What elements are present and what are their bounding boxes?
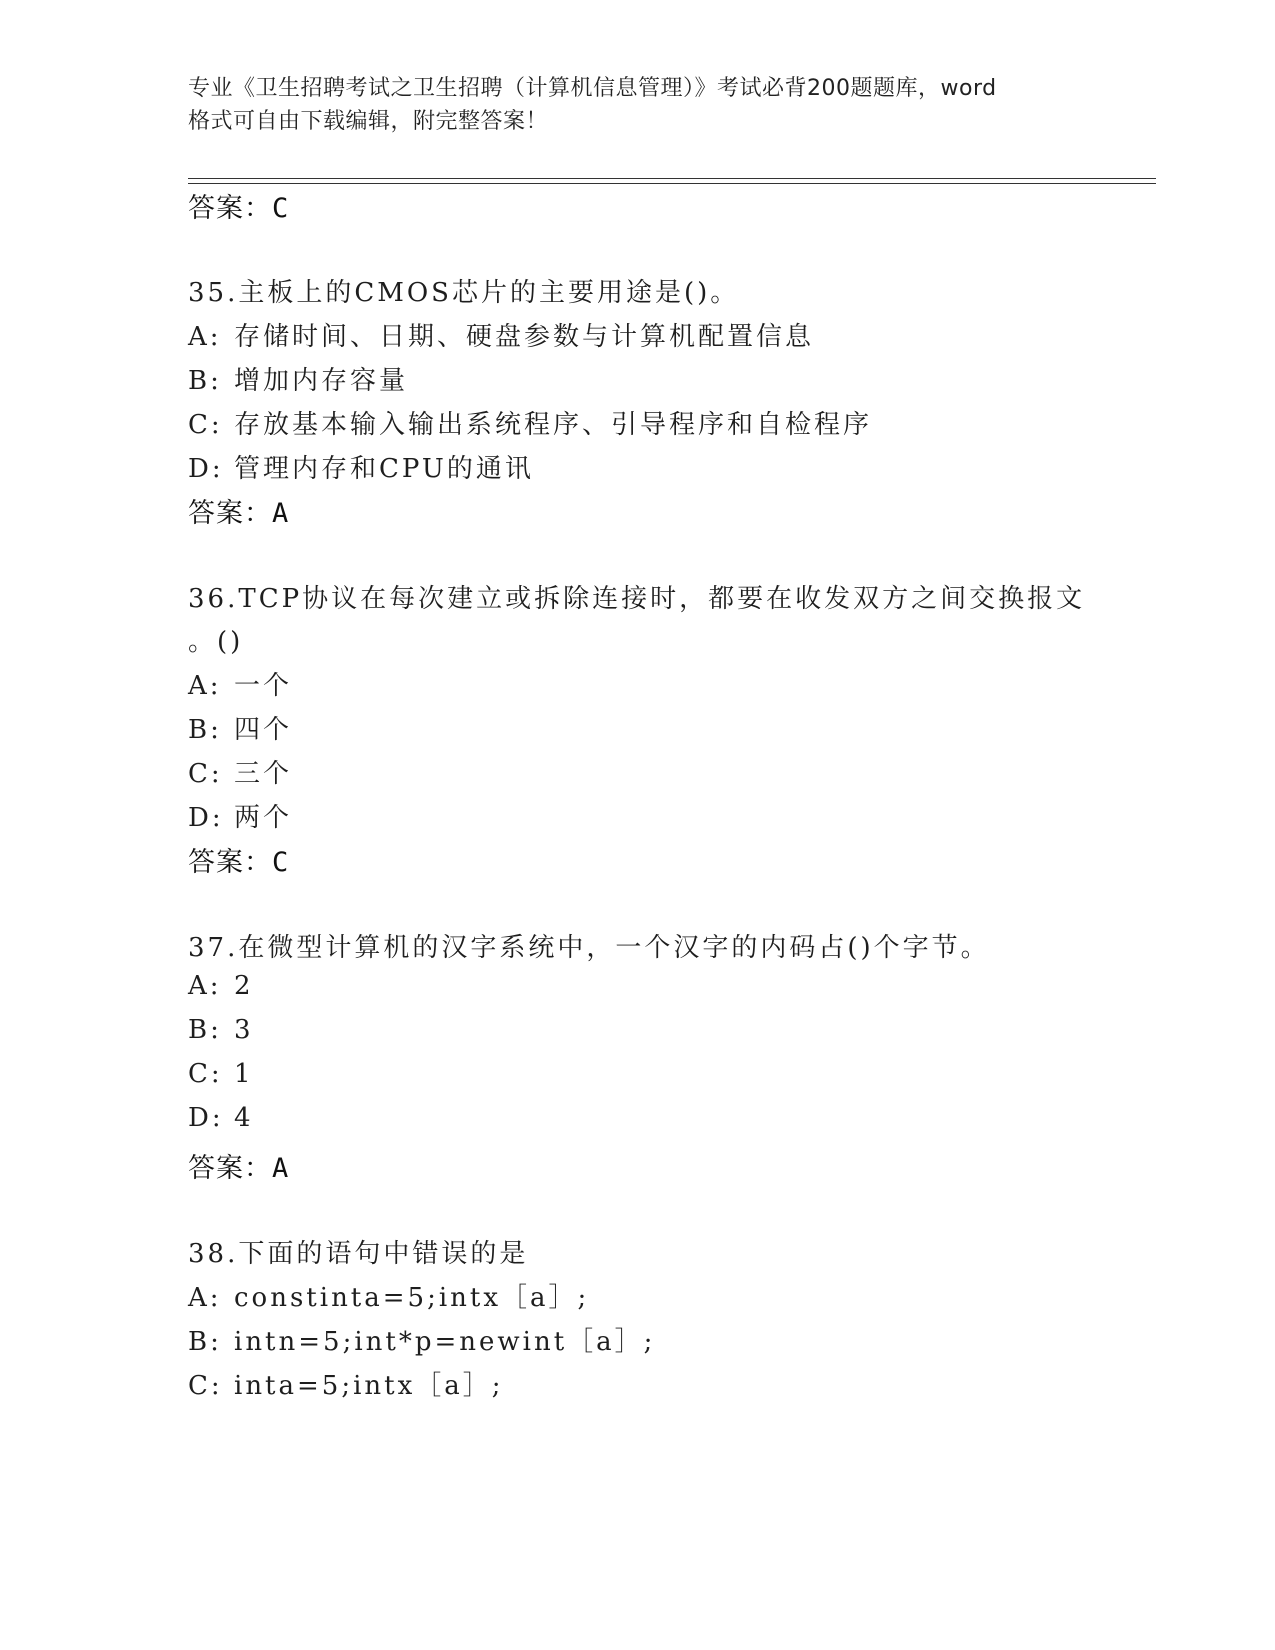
option-letter: C: <box>188 1371 223 1401</box>
answer-line <box>188 491 289 530</box>
answer-line <box>188 1146 289 1185</box>
answer-value: C <box>272 193 290 224</box>
option-b <box>188 360 408 397</box>
header-divider-second <box>188 183 1156 184</box>
option-text: 存放基本输入输出系统程序、引导程序和自检程序 <box>234 410 873 440</box>
question-stem-continued: 。() <box>188 627 244 657</box>
question-stem: 38.下面的语句中错误的是 <box>188 1239 529 1269</box>
option-c <box>188 1365 504 1402</box>
option-text: 存储时间、日期、硬盘参数与计算机配置信息 <box>234 322 815 352</box>
option-text: 四个 <box>234 715 293 745</box>
option-d <box>188 1103 254 1133</box>
option-letter: B: <box>188 715 222 745</box>
option-c <box>188 1059 254 1089</box>
option-a <box>188 665 292 702</box>
question-stem: 35.主板上的CMOS芯片的主要用途是()。 <box>188 278 740 308</box>
option-b <box>188 709 292 746</box>
answer-line <box>188 840 289 879</box>
answer-label: 答案： <box>188 847 272 878</box>
option-letter: D: <box>188 454 224 484</box>
option-letter: B: <box>188 1327 222 1357</box>
option-letter: C: <box>188 759 223 789</box>
option-text: constinta=5;intx［a］; <box>234 1283 590 1313</box>
option-text: 一个 <box>234 671 293 701</box>
header-line-2: 格式可自由下载编辑，附完整答案！ <box>188 109 549 134</box>
option-text: inta=5;intx［a］; <box>234 1371 504 1401</box>
option-letter: A: <box>188 322 222 352</box>
option-letter: D: <box>188 1103 224 1133</box>
option-text: 2 <box>234 971 254 1001</box>
option-text: 两个 <box>234 803 293 833</box>
header-line-1: 专业《卫生招聘考试之卫生招聘（计算机信息管理）》考试必背200题题库，word <box>188 76 997 101</box>
option-d <box>188 448 534 485</box>
option-b <box>188 1321 655 1358</box>
option-a <box>188 1277 589 1314</box>
answer-value: C <box>272 847 290 878</box>
option-letter: A: <box>188 671 222 701</box>
answer-line <box>188 186 289 225</box>
question-stem: 36.TCP协议在每次建立或拆除连接时，都要在收发双方之间交换报文 <box>188 584 1086 614</box>
option-a <box>188 316 814 353</box>
document-header <box>188 72 1088 138</box>
option-letter: B: <box>188 366 222 396</box>
option-letter: C: <box>188 1059 223 1089</box>
option-letter: C: <box>188 410 223 440</box>
option-text: 管理内存和CPU的通讯 <box>234 454 534 484</box>
option-c <box>188 753 292 790</box>
answer-value: A <box>272 498 290 529</box>
answer-label: 答案： <box>188 193 272 224</box>
option-text: 三个 <box>234 759 293 789</box>
option-letter: A: <box>188 971 222 1001</box>
option-a <box>188 971 254 1001</box>
option-d <box>188 797 292 834</box>
option-text: 1 <box>234 1059 254 1089</box>
option-c <box>188 404 872 441</box>
answer-label: 答案： <box>188 498 272 529</box>
option-text: intn=5;int*p=newint［a］; <box>234 1327 656 1357</box>
option-letter: D: <box>188 803 224 833</box>
option-text: 4 <box>234 1103 254 1133</box>
header-divider <box>188 178 1156 179</box>
option-text: 增加内存容量 <box>234 366 409 396</box>
option-text: 3 <box>234 1015 254 1045</box>
option-letter: A: <box>188 1283 222 1313</box>
answer-value: A <box>272 1153 290 1184</box>
option-b <box>188 1015 254 1045</box>
option-letter: B: <box>188 1015 222 1045</box>
question-stem: 37.在微型计算机的汉字系统中，一个汉字的内码占()个字节。 <box>188 933 990 963</box>
answer-label: 答案： <box>188 1153 272 1184</box>
